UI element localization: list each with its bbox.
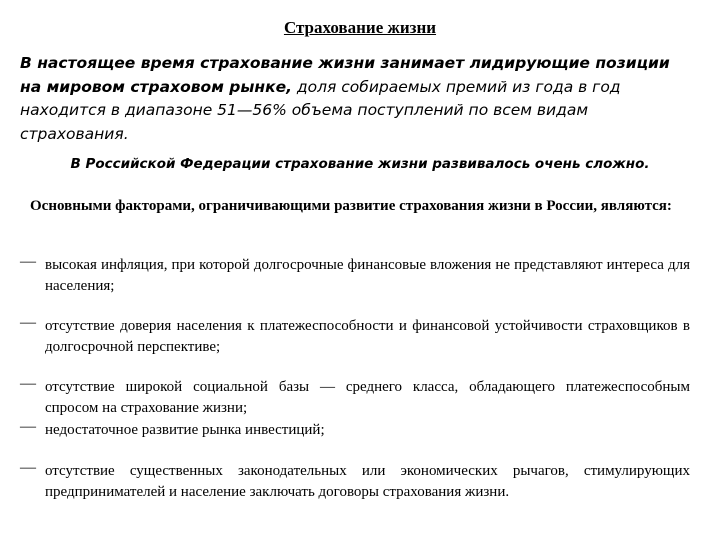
list-item (20, 420, 690, 441)
page-title: Страхование жизни (283, 18, 437, 37)
list-item-text: недостаточное развитие рынка инвестиций; (45, 422, 325, 438)
list-item-text: отсутствие широкой социальной базы — среднего класса, обладающего платежеспособным спросом на страхование жизни; (45, 379, 690, 416)
list-item-text: отсутствие существенных законодательных или экономических рычагов, стимулирующих предпринимателей и население заключать договоры страхования жизни. (45, 463, 690, 500)
rf-note: В Российской Федерации страхование жизни развивалось очень сложно. (70, 156, 650, 172)
bullet-dash: — (20, 253, 36, 270)
intro-rest-text: доля собираемых премий из года в год находится в диапазоне 51—56% объема поступлений по всем видам страхования. (20, 77, 621, 143)
list-item-text: высокая инфляция, при которой долгосрочные финансовые вложения не представляют интереса для населения; (45, 257, 690, 294)
bullet-dash: — (20, 418, 36, 435)
list-item (20, 316, 690, 358)
list-item (20, 461, 690, 503)
list-item (20, 377, 690, 419)
bullet-dash: — (20, 459, 36, 476)
list-item (20, 255, 690, 297)
bullet-dash: — (20, 314, 36, 331)
list-item-text: отсутствие доверия населения к платежеспособности и финансовой устойчивости страховщиков в долгосрочной перспективе; (45, 318, 690, 355)
bullet-dash: — (20, 375, 36, 392)
factors-heading: Основными факторами, ограничивающими развитие страхования жизни в России, являются: (30, 198, 672, 214)
intro-paragraph (20, 52, 690, 146)
intro-bold-text: В настоящее время страхование жизни занимает лидирующие позиции на мировом страховом рынке, (20, 54, 670, 96)
